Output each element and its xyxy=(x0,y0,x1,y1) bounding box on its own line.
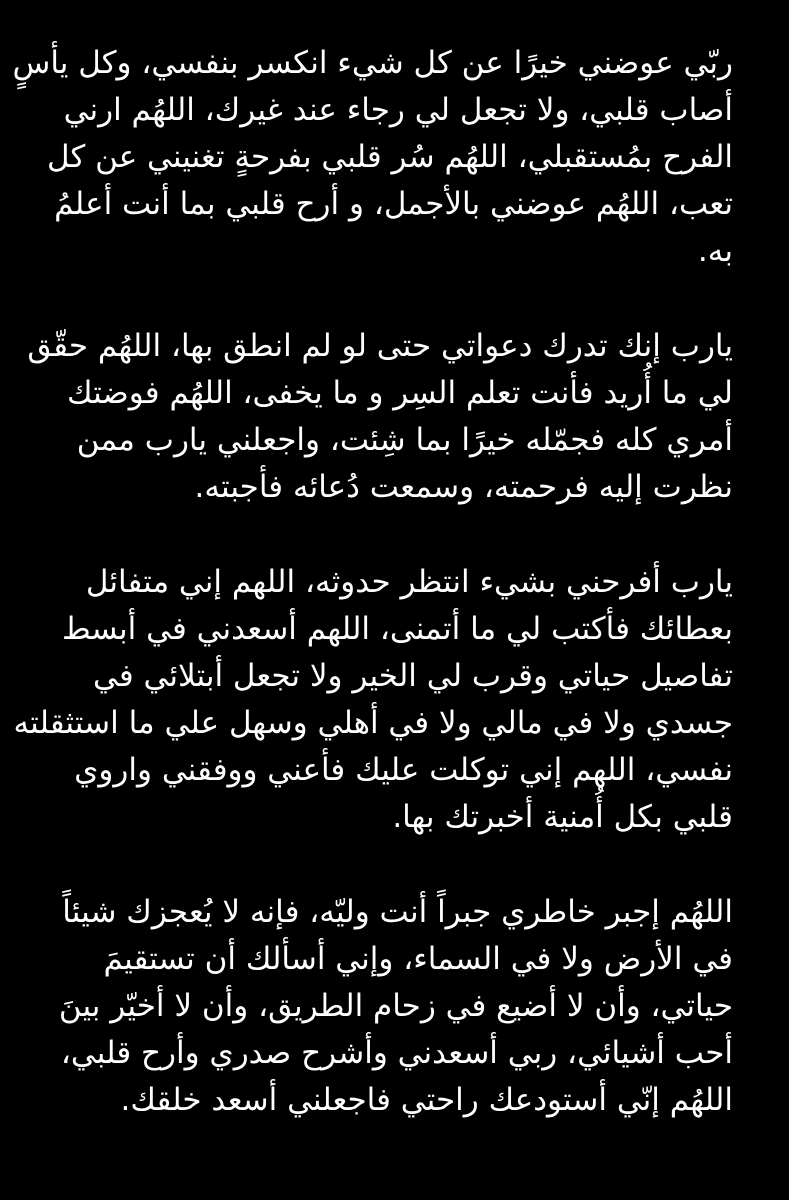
text-line: يارب إنك تدرك دعواتي حتى لو لم انطق بها، اللهُم حقّق xyxy=(27,328,733,364)
text-line: أمري كله فجمّله خيرًا بما شِئت، واجعلني يارب ممن xyxy=(76,422,733,458)
text-line: لي ما أُريد فأنت تعلم السِر و ما يخفى، اللهُم فوضتك xyxy=(66,375,733,411)
paragraph-2 xyxy=(27,323,733,511)
text-line: يارب أفرحني بشيء انتظر حدوثه، اللهم إني متفائل xyxy=(85,564,733,600)
text-line: في الأرض ولا في السماء، وإني أسألك أن تستقيمَ xyxy=(103,941,733,977)
text-line: تفاصيل حياتي وقرب لي الخير ولا تجعل أبتلائي في xyxy=(93,658,733,694)
text-line: قلبي بكل أُمنية أخبرتك بها. xyxy=(392,799,733,835)
text-line: بعطائك فأكتب لي ما أتمنى، اللهم أسعدني في أبسط xyxy=(61,611,733,647)
text-line: تعب، اللهُم عوضني بالأجمل، و أرح قلبي بما أنت أعلمُ xyxy=(54,186,733,222)
prayer-text xyxy=(12,40,733,1172)
text-line: به. xyxy=(697,233,733,269)
text-line: الفرح بمُستقبلي، اللهُم سُر قلبي بفرحةٍ تغنيني عن كل xyxy=(47,139,733,175)
text-line: جسدي ولا في مالي ولا في أهلي وسهل علي ما استثقلته xyxy=(13,705,733,741)
paragraph-3 xyxy=(13,559,733,841)
text-line: أحب أشيائي، ربي أسعدني وأشرح صدري وأرح قلبي، xyxy=(60,1035,733,1071)
text-line: أصاب قلبي، ولا تجعل لي رجاء عند غيرك، اللهُم ارني xyxy=(63,92,733,128)
text-line: اللهُم إنّي أستودعك راحتي فاجعلني أسعد خلقك. xyxy=(120,1082,733,1118)
text-line: نفسي، اللهم إني توكلت عليك فأعني ووفقني واروي xyxy=(74,752,733,788)
text-line: ربّي عوضني خيرًا عن كل شيء انكسر بنفسي، وكل يأسٍ xyxy=(12,45,733,81)
text-line: حياتي، وأن لا أضيع في زحام الطريق، وأن لا أخيّر بينَ xyxy=(58,988,733,1024)
text-line: اللهُم إجبر خاطري جبراً أنت وليّه، فإنه لا يُعجزك شيئاً xyxy=(62,894,733,930)
paragraph-1 xyxy=(12,40,733,275)
text-line: نظرت إليه فرحمته، وسمعت دُعائه فأجبته. xyxy=(194,469,733,505)
paragraph-4 xyxy=(53,889,733,1124)
